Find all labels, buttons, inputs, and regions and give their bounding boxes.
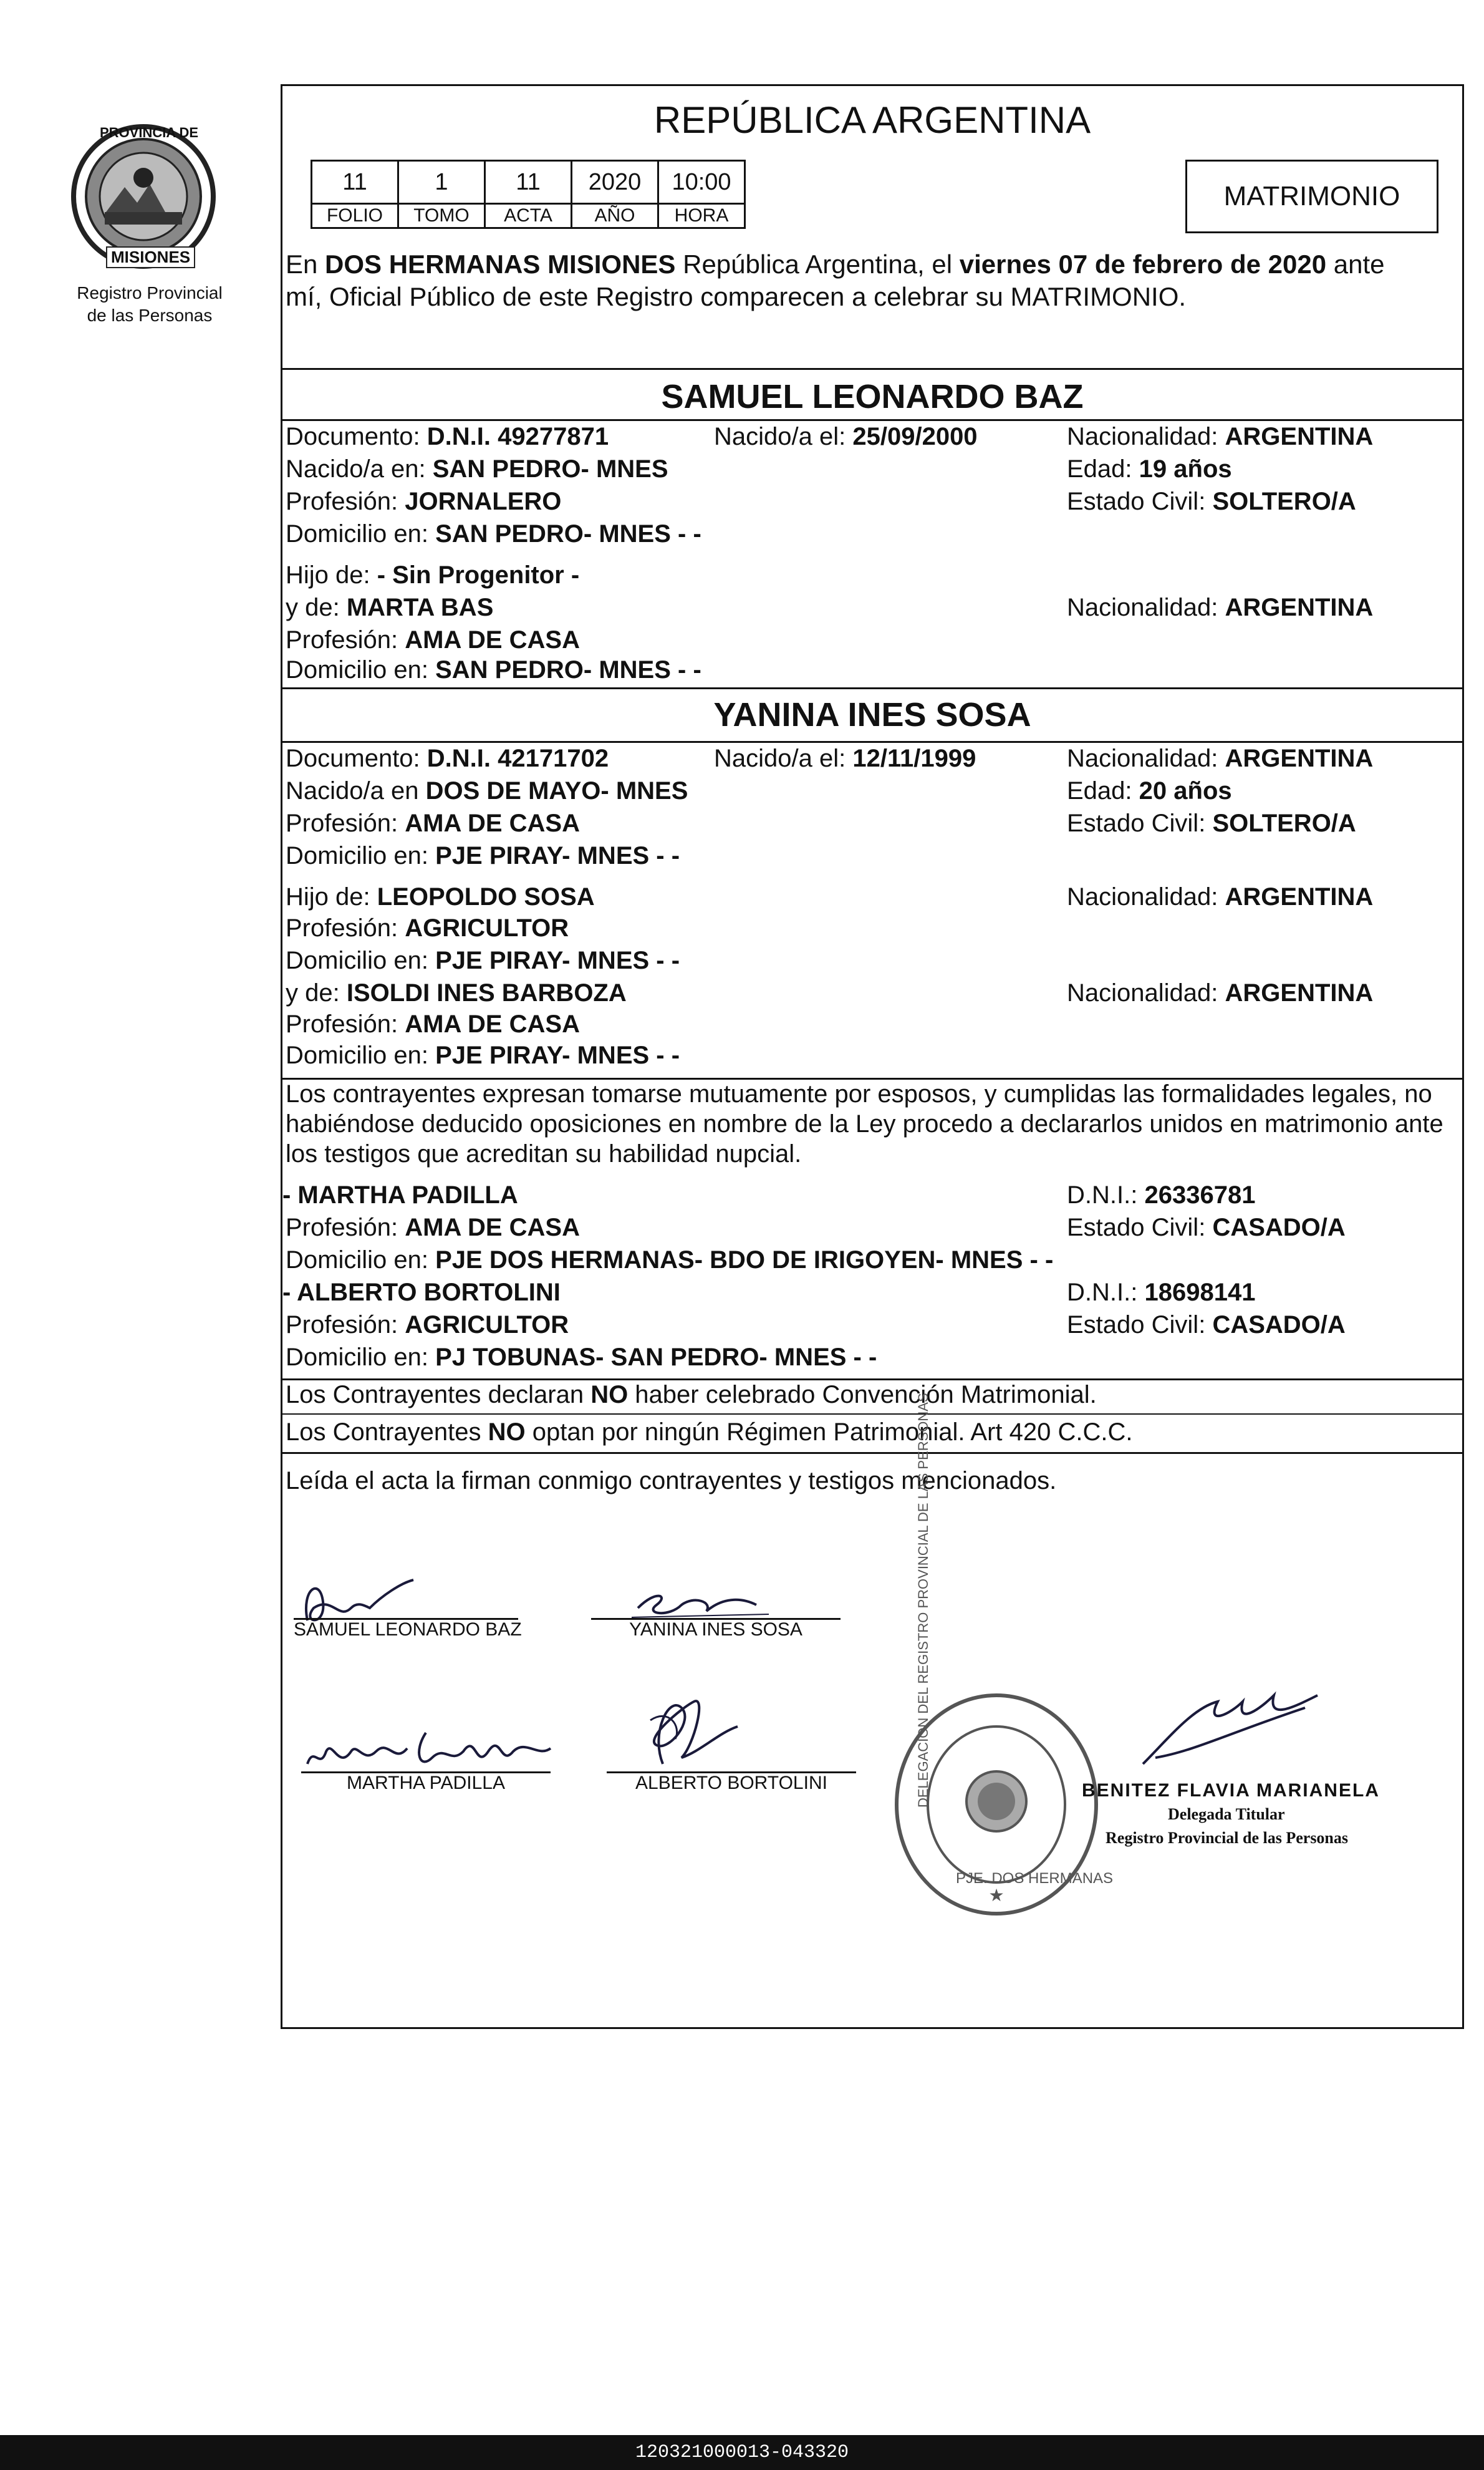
value: 19 años: [1139, 455, 1232, 483]
signature-name-3: MARTHA PADILLA: [347, 1773, 505, 1793]
spouse2-civil-status: [1067, 808, 1356, 838]
witness2-address: [286, 1342, 877, 1372]
intro-text-c: ante: [1326, 249, 1385, 279]
label: Domicilio en:: [286, 656, 428, 684]
label: Domicilio en:: [286, 1246, 428, 1274]
value: ARGENTINA: [1225, 594, 1374, 621]
spouse1-age: [1067, 454, 1232, 484]
label: Profesión:: [286, 626, 398, 654]
stamp-inner-text: PJE. DOS HERMANAS: [956, 1870, 1114, 1887]
label: Domicilio en:: [286, 520, 428, 548]
label: Domicilio en:: [286, 947, 428, 974]
convention-line-1: [286, 1380, 1097, 1410]
value: JORNALERO: [405, 488, 562, 515]
value: AGRICULTOR: [405, 914, 569, 942]
emphasis: NO: [488, 1418, 526, 1446]
text: optan por ningún Régimen Patrimonial. Art 420 C.C.C.: [525, 1418, 1133, 1446]
intro-date: viernes 07 de febrero de 2020: [959, 249, 1327, 279]
label: Profesión:: [286, 810, 398, 837]
spouse2-parent2-address: [286, 1040, 680, 1070]
label: Nacido/a el:: [714, 423, 846, 450]
label: D.N.I.:: [1067, 1279, 1138, 1306]
label: Profesión:: [286, 1214, 398, 1241]
label: y de:: [286, 979, 340, 1007]
spouse1-parent2: [286, 593, 493, 622]
value: DOS DE MAYO- MNES: [425, 777, 688, 805]
declaration-line-1: Los contrayentes expresan tomarse mutuamente por esposos, y cumplidas las formalidades legales, no: [286, 1080, 1432, 1108]
signature-name-2: YANINA INES SOSA: [629, 1619, 802, 1640]
document-barcode-code: 120321000013-043320: [0, 2435, 1484, 2470]
value: MARTA BAS: [346, 594, 494, 621]
spouse1-doc: [286, 422, 609, 452]
value: CASADO/A: [1212, 1311, 1346, 1339]
declaration-line-2: habiéndose deducido oposiciones en nombre de la Ley procedo a declararlos unidos en matrimonio ante: [286, 1110, 1443, 1138]
value: SOLTERO/A: [1212, 488, 1356, 515]
label: Nacionalidad:: [1067, 423, 1218, 450]
value: AMA DE CASA: [405, 810, 580, 837]
official-title: Delegada Titular: [1168, 1805, 1285, 1823]
logo-caption-line1: Registro Provincial: [77, 283, 223, 303]
hour-value: 10:00: [658, 161, 745, 204]
intro-line-2: mí, Oficial Público de este Registro comparecen a celebrar su MATRIMONIO.: [286, 282, 1187, 311]
svg-text:★: ★: [988, 1886, 1005, 1905]
convention-line-2: [286, 1417, 1133, 1447]
document-title: REPÚBLICA ARGENTINA: [653, 99, 1091, 141]
label: Profesión:: [286, 1010, 398, 1038]
text: Los Contrayentes: [286, 1418, 488, 1446]
spouse1-parent1: [286, 560, 579, 590]
year-label: AÑO: [572, 204, 658, 228]
label: Domicilio en:: [286, 842, 428, 869]
label: Documento:: [286, 423, 420, 450]
signature-alberto: [613, 1683, 763, 1776]
logo-text-bottom: MISIONES: [106, 246, 195, 268]
logo-caption: [25, 282, 274, 327]
spouse1-parent2-profession: [286, 625, 580, 655]
value: PJ TOBUNAS- SAN PEDRO- MNES - -: [435, 1344, 877, 1371]
value: D.N.I. 42171702: [426, 745, 609, 772]
label: Estado Civil:: [1067, 810, 1206, 837]
value: ARGENTINA: [1225, 979, 1374, 1007]
spouse2-born: [714, 743, 976, 773]
spouse1-parent2-address: [286, 655, 701, 685]
divider: [282, 419, 1462, 421]
value: 20 años: [1139, 777, 1232, 805]
year-value: 2020: [572, 161, 658, 204]
value: SAN PEDRO- MNES: [432, 455, 668, 483]
divider: [282, 687, 1462, 689]
value: ISOLDI INES BARBOZA: [346, 979, 627, 1007]
witness1-civil-status: [1067, 1213, 1346, 1242]
spouse2-parent2: [286, 978, 627, 1008]
label: Profesión:: [286, 914, 398, 942]
official-name: BENITEZ FLAVIA MARIANELA: [1082, 1780, 1380, 1801]
witness2-name: - ALBERTO BORTOLINI: [282, 1279, 561, 1306]
intro-place: DOS HERMANAS MISIONES: [325, 249, 676, 279]
intro-text-a: En: [286, 249, 325, 279]
label: Nacionalidad:: [1067, 745, 1218, 772]
spouse2-parent1-nationality: [1067, 882, 1373, 912]
label: Hijo de:: [286, 883, 370, 911]
label: Estado Civil:: [1067, 1214, 1206, 1241]
closing-text: Leída el acta la firman conmigo contrayentes y testigos mencionados.: [286, 1467, 1057, 1494]
spouse1-civil-status: [1067, 487, 1356, 516]
label: Domicilio en:: [286, 1344, 428, 1371]
official-office: Registro Provincial de las Personas: [1106, 1829, 1349, 1847]
value: AMA DE CASA: [405, 1214, 580, 1241]
divider: [282, 1452, 1462, 1454]
logo-caption-line2: de las Personas: [87, 306, 213, 325]
value: AMA DE CASA: [405, 626, 580, 654]
value: 12/11/1999: [852, 745, 976, 772]
value: SAN PEDRO- MNES - -: [435, 656, 701, 684]
value: - Sin Progenitor -: [377, 561, 580, 589]
divider: [282, 368, 1462, 370]
label: Domicilio en:: [286, 1042, 428, 1069]
label: Nacido/a el:: [714, 745, 846, 772]
label: Estado Civil:: [1067, 488, 1206, 515]
province-logo: [62, 119, 224, 274]
value: AMA DE CASA: [405, 1010, 580, 1038]
label: Nacido/a en: [286, 777, 419, 805]
label: Nacionalidad:: [1067, 883, 1218, 911]
spouse1-name: SAMUEL LEONARDO BAZ: [661, 378, 1084, 415]
spouse2-parent1: [286, 882, 595, 912]
value: CASADO/A: [1212, 1214, 1346, 1241]
label: Documento:: [286, 745, 420, 772]
spouse2-birthplace: [286, 776, 688, 806]
label: Nacido/a en:: [286, 455, 426, 483]
divider: [282, 741, 1462, 743]
spouse2-parent1-profession: [286, 913, 569, 943]
value: PJE PIRAY- MNES - -: [435, 842, 680, 869]
value: SAN PEDRO- MNES - -: [435, 520, 701, 548]
certificate-frame: [281, 84, 1464, 2029]
value: ARGENTINA: [1225, 883, 1374, 911]
spouse2-address: [286, 841, 680, 871]
signature-name-1: SAMUEL LEONARDO BAZ: [294, 1619, 522, 1640]
value: PJE PIRAY- MNES - -: [435, 947, 680, 974]
witness1-dni: [1067, 1180, 1255, 1210]
spouse2-age: [1067, 776, 1232, 806]
logo-text-top: PROVINCIA DE: [100, 125, 199, 140]
spouse1-address: [286, 519, 701, 549]
stamp-outer-text: DELEGACION DEL REGISTRO PROVINCIAL DE LAS PERSONAS: [915, 1393, 931, 1808]
tomo-label: TOMO: [398, 204, 485, 228]
value: PJE PIRAY- MNES - -: [435, 1042, 680, 1069]
value: ARGENTINA: [1225, 423, 1374, 450]
witness1-profession: [286, 1213, 580, 1242]
spouse2-parent1-address: [286, 946, 680, 976]
label: D.N.I.:: [1067, 1181, 1138, 1209]
spouse2-profession: [286, 808, 580, 838]
witness2-civil-status: [1067, 1310, 1346, 1340]
intro-text-b: República Argentina, el: [675, 249, 960, 279]
label: Hijo de:: [286, 561, 370, 589]
label: y de:: [286, 594, 340, 621]
tomo-value: 1: [398, 161, 485, 204]
witness1-address: [286, 1245, 1053, 1275]
spouse2-doc: [286, 743, 609, 773]
spouse2-parent2-profession: [286, 1009, 580, 1039]
label: Edad:: [1067, 455, 1132, 483]
label: Profesión:: [286, 488, 398, 515]
spouse1-birthplace: [286, 454, 668, 484]
value: 26336781: [1144, 1181, 1256, 1209]
value: LEOPOLDO SOSA: [377, 883, 595, 911]
acta-value: 11: [485, 161, 572, 204]
label: Nacionalidad:: [1067, 594, 1218, 621]
witness2-dni: [1067, 1277, 1255, 1307]
spouse2-parent2-nationality: [1067, 978, 1373, 1008]
spouse1-profession: [286, 487, 561, 516]
value: AGRICULTOR: [405, 1311, 569, 1339]
intro-line-1: [286, 249, 1384, 279]
witness2-profession: [286, 1310, 569, 1340]
value: SOLTERO/A: [1212, 810, 1356, 837]
label: Profesión:: [286, 1311, 398, 1339]
label: Nacionalidad:: [1067, 979, 1218, 1007]
hour-label: HORA: [658, 204, 745, 228]
act-type-box: MATRIMONIO: [1185, 160, 1438, 233]
official-signature: [1130, 1683, 1330, 1776]
acta-label: ACTA: [485, 204, 572, 228]
spouse1-nationality: [1067, 422, 1373, 452]
divider: [282, 1413, 1462, 1415]
spouse2-nationality: [1067, 743, 1373, 773]
value: ARGENTINA: [1225, 745, 1374, 772]
label: Estado Civil:: [1067, 1311, 1206, 1339]
value: 25/09/2000: [852, 423, 978, 450]
folio-label: FOLIO: [312, 204, 398, 228]
value: D.N.I. 49277871: [426, 423, 609, 450]
declaration-line-3: los testigos que acreditan su habilidad nupcial.: [286, 1140, 802, 1168]
emphasis: NO: [590, 1381, 629, 1408]
label: Edad:: [1067, 777, 1132, 805]
registry-table: [311, 160, 746, 229]
spouse2-name: YANINA INES SOSA: [713, 696, 1031, 734]
spouse1-parent2-nationality: [1067, 593, 1373, 622]
value: PJE DOS HERMANAS- BDO DE IRIGOYEN- MNES - -: [435, 1246, 1054, 1274]
witness1-name: - MARTHA PADILLA: [282, 1181, 518, 1209]
text: haber celebrado Convención Matrimonial.: [628, 1381, 1097, 1408]
spouse1-born: [714, 422, 978, 452]
signature-name-4: ALBERTO BORTOLINI: [635, 1773, 827, 1793]
folio-value: 11: [312, 161, 398, 204]
value: 18698141: [1144, 1279, 1256, 1306]
text: Los Contrayentes declaran: [286, 1381, 591, 1408]
